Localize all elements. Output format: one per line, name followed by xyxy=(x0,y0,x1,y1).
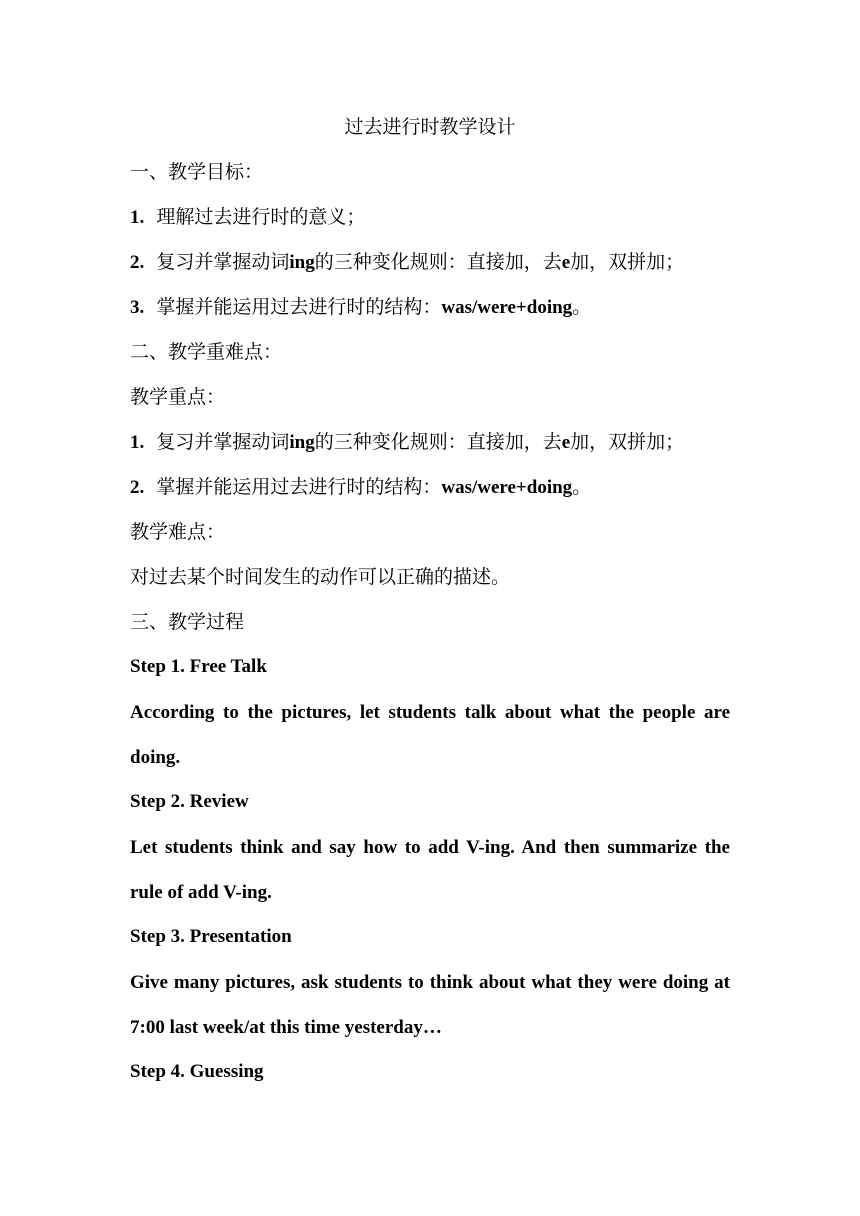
difficulty-text: 对过去某个时间发生的动作可以正确的描述。 xyxy=(130,566,511,588)
item-english-term: ing xyxy=(289,432,315,453)
item-number: 2. xyxy=(130,252,145,273)
item-english-term: ing xyxy=(289,252,315,273)
subheading-key: 教学重点： xyxy=(130,386,226,408)
section-heading-key-points: 二、教学重难点： xyxy=(130,341,283,363)
step-title: Step 4. Guessing xyxy=(130,1061,264,1082)
item-text: 加，双拼加； xyxy=(570,431,685,453)
section-heading-process: 三、教学过程 xyxy=(130,611,245,633)
document-title: 过去进行时教学设计 xyxy=(344,116,516,138)
subheading-difficulty: 教学难点： xyxy=(130,521,226,543)
item-text: 掌握并能运用过去进行时的结构： xyxy=(156,296,442,318)
item-number: 3. xyxy=(130,297,145,318)
step-title: Step 2. Review xyxy=(130,791,249,812)
step-title: Step 1. Free Talk xyxy=(130,656,267,677)
objective-item-2 xyxy=(130,247,730,292)
step-body: According to the pictures, let students talk about what the people are doing. xyxy=(130,702,730,768)
document-body xyxy=(130,157,730,1102)
objective-item-3 xyxy=(130,292,730,337)
item-english-term: e xyxy=(561,432,571,453)
step-body: Give many pictures, ask students to think about what they were doing at 7:00 last week/at this time yesterday… xyxy=(130,972,730,1038)
item-english-term: e xyxy=(561,252,571,273)
item-text: 复习并掌握动词 xyxy=(156,431,290,453)
step-title: Step 3. Presentation xyxy=(130,926,292,947)
item-text: 理解过去进行时的意义； xyxy=(156,206,366,228)
item-number: 2. xyxy=(130,477,145,498)
item-text: 复习并掌握动词 xyxy=(156,251,290,273)
item-text: 掌握并能运用过去进行时的结构： xyxy=(156,476,442,498)
key-item-1 xyxy=(130,427,730,472)
item-text: 的三种变化规则：直接加，去 xyxy=(314,431,562,453)
step-body: Let students think and say how to add V-ing. And then summarize the rule of add V-ing. xyxy=(130,837,730,903)
section-heading-objectives: 一、教学目标： xyxy=(130,161,264,183)
item-number: 1. xyxy=(130,207,145,228)
item-text: 加，双拼加； xyxy=(570,251,685,273)
item-text: 。 xyxy=(572,476,592,498)
item-english-term: was/were+doing xyxy=(441,477,573,498)
objective-item-1 xyxy=(130,202,730,247)
item-text: 。 xyxy=(572,296,592,318)
item-english-term: was/were+doing xyxy=(441,297,573,318)
key-item-2 xyxy=(130,472,730,517)
item-text: 的三种变化规则：直接加，去 xyxy=(314,251,562,273)
item-number: 1. xyxy=(130,432,145,453)
